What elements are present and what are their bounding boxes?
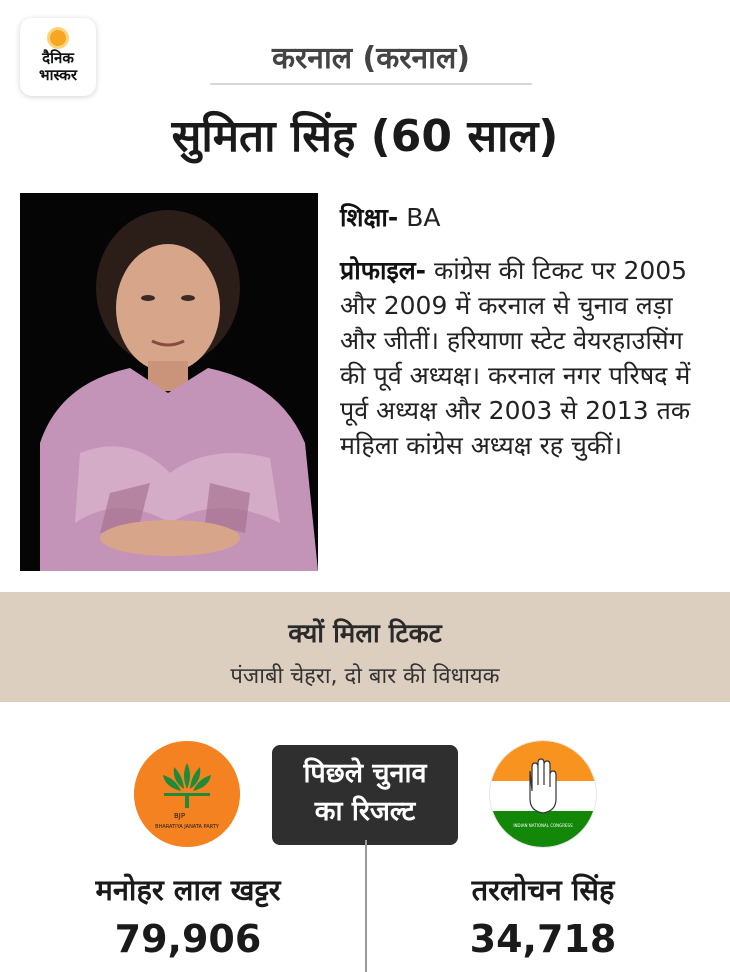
result-label-line1: पिछले चुनाव — [303, 758, 427, 789]
left-candidate-name: मनोहर लाल खट्टर — [95, 873, 281, 907]
dainik-bhaskar-logo — [20, 18, 96, 96]
ticket-reason-text: पंजाबी चेहरा, दो बार की विधायक — [230, 664, 500, 689]
previous-candidate-left — [48, 870, 328, 961]
profile-text: कांग्रेस की टिकट पर 2005 और 2009 में करनाल से चुनाव लड़ा और जीतीं। हरियाणा स्टेट वेयरहाउसिंग की पूर्व अध्यक्ष। करनाल नगर परिषद में पूर्व अध्यक्ष और 2003 से 2013 तक महिला कांग्रेस अध्यक्ष रह चुकीं। — [340, 256, 691, 460]
profile-label: प्रोफाइल- — [340, 256, 427, 285]
right-candidate-name: तरलोचन सिंह — [471, 873, 615, 907]
profile-row — [340, 253, 700, 463]
vertical-divider — [365, 840, 367, 972]
education-value: BA — [406, 203, 441, 232]
result-label-line2: का रिजल्ट — [314, 796, 416, 827]
previous-candidate-right — [403, 870, 683, 961]
bjp-short-text: BJP — [174, 812, 186, 820]
hand-icon — [490, 741, 596, 847]
ticket-reason-band — [0, 592, 730, 702]
ticket-reason-title: क्यों मिला टिकट — [288, 619, 442, 649]
bjp-logo — [134, 741, 240, 847]
education-row — [340, 200, 700, 235]
sun-icon — [50, 30, 66, 46]
right-candidate-votes: 34,718 — [469, 917, 617, 961]
education-label: शिक्षा- — [340, 203, 399, 232]
lotus-icon — [134, 741, 240, 847]
constituency-title: करनाल (करनाल) — [210, 36, 532, 85]
candidate-bio — [340, 200, 700, 463]
congress-logo — [490, 741, 596, 847]
last-election-result-label — [272, 745, 458, 845]
logo-text-line1: दैनिक — [42, 49, 74, 67]
logo-text-line2: भास्कर — [39, 66, 77, 84]
candidate-portrait-illustration — [20, 193, 318, 571]
bjp-full-text: BHARATIYA JANATA PARTY — [155, 824, 219, 830]
candidate-name-title: सुमिता सिंह (60 साल) — [171, 111, 559, 162]
left-candidate-votes: 79,906 — [114, 917, 262, 961]
congress-full-text: INDIAN NATIONAL CONGRESS — [513, 823, 573, 828]
candidate-photo — [20, 193, 318, 571]
